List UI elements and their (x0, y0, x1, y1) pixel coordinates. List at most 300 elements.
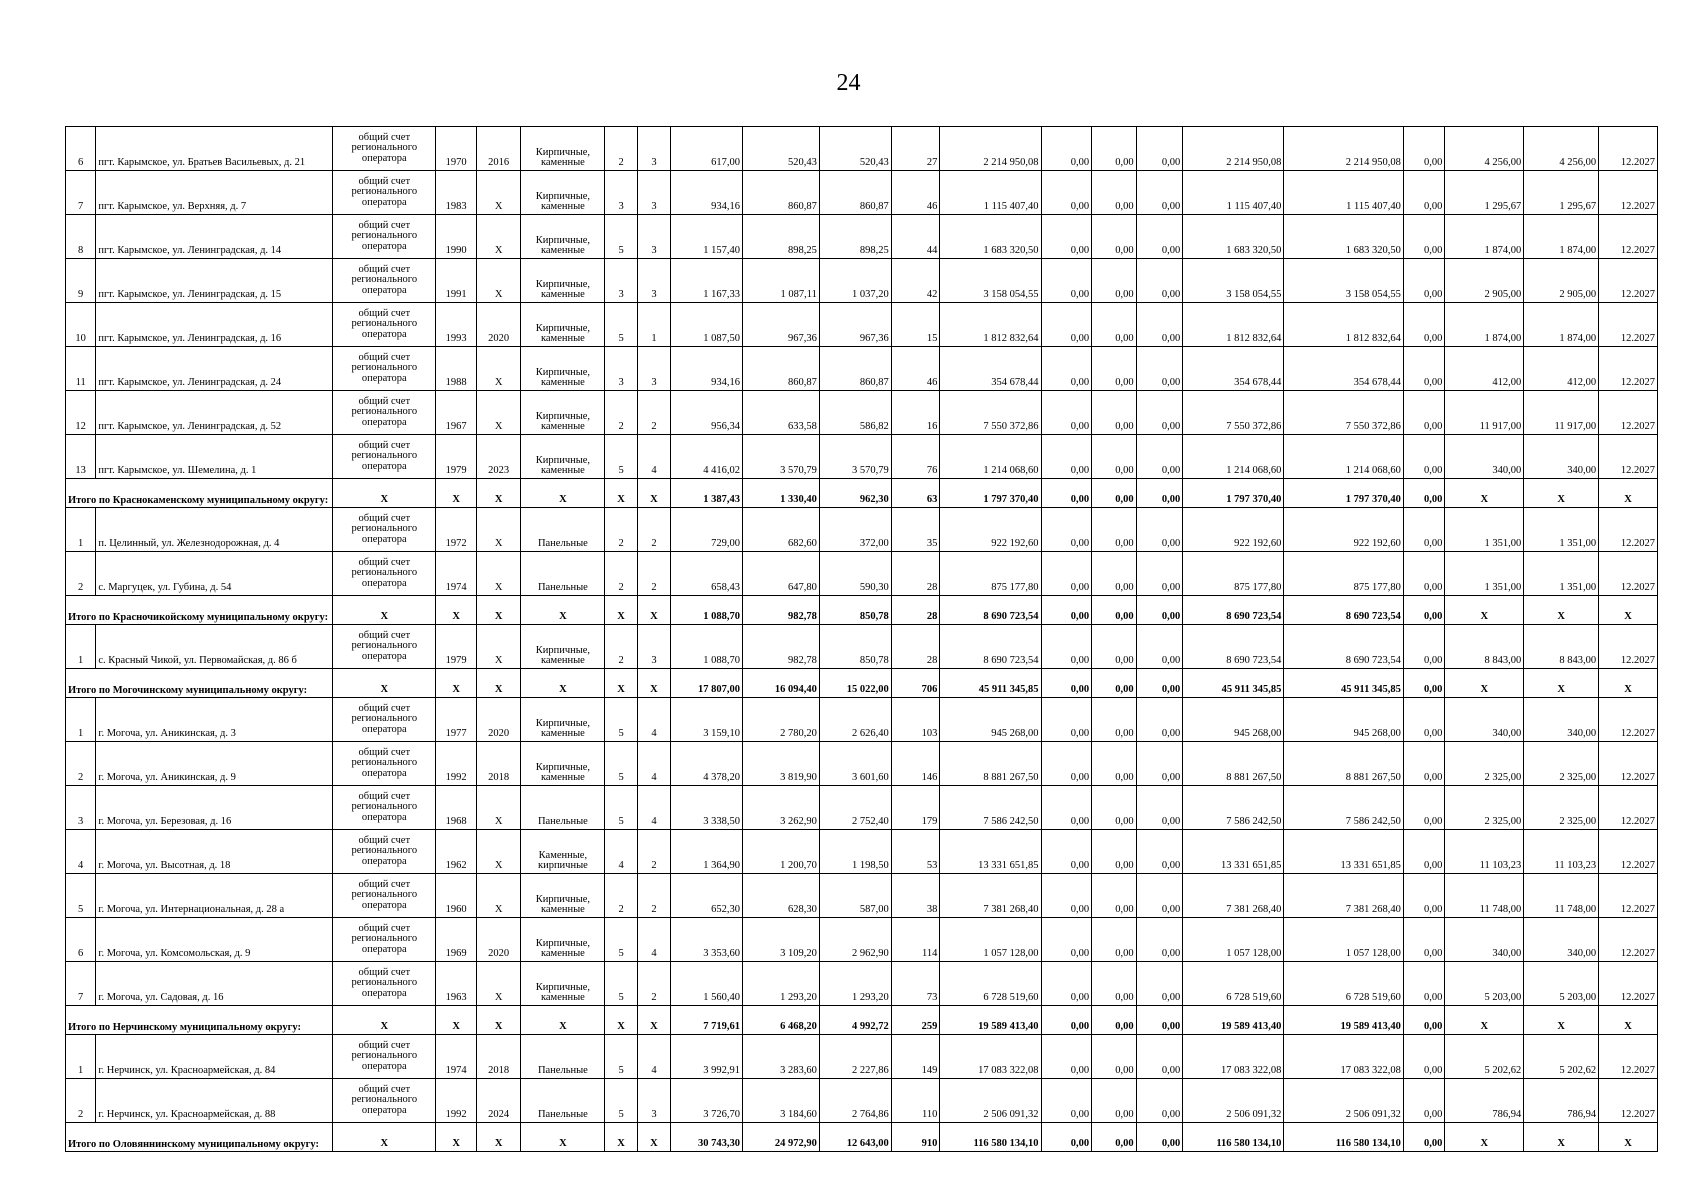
cost-total-cell: 8 881 267,50 (940, 742, 1041, 786)
residents-cell: 46 (891, 347, 940, 391)
unit-cost-cell: 8 843,00 (1445, 625, 1524, 669)
account-type-cell: общий счет регионального оператора (333, 259, 436, 303)
unit-cost-cell: 412,00 (1445, 347, 1524, 391)
account-type-cell: общий счет регионального оператора (333, 127, 436, 171)
address-cell: пгт. Карымское, ул. Ленинградская, д. 52 (96, 391, 333, 435)
deadline-cell: 12.2027 (1599, 962, 1658, 1006)
cost-total-cell: 1 214 068,60 (940, 435, 1041, 479)
area-a-cell: 3 283,60 (743, 1035, 820, 1079)
wall-material-cell: Х (521, 479, 605, 508)
account-type-cell: общий счет регионального оператора (333, 962, 436, 1006)
fund-4-cell: 13 331 651,85 (1183, 830, 1284, 874)
fund-6-cell: 0,00 (1403, 391, 1444, 435)
cost-total-cell: 7 586 242,50 (940, 786, 1041, 830)
account-type-cell: общий счет регионального оператора (333, 215, 436, 259)
fund-2-cell: 0,00 (1092, 1079, 1137, 1123)
fund-1-cell: 0,00 (1041, 215, 1092, 259)
address-cell: пгт. Карымское, ул. Ленинградская, д. 15 (96, 259, 333, 303)
fund-2-cell: 0,00 (1092, 918, 1137, 962)
fund-5-cell: 7 550 372,86 (1284, 391, 1403, 435)
cost-total-cell: 19 589 413,40 (940, 1006, 1041, 1035)
floors-cell: 2 (605, 127, 637, 171)
deadline-cell: 12.2027 (1599, 742, 1658, 786)
area-a-cell: 982,78 (743, 625, 820, 669)
cost-total-cell: 45 911 345,85 (940, 669, 1041, 698)
fund-6-cell: 0,00 (1403, 918, 1444, 962)
unit-cost-cell: Х (1445, 669, 1524, 698)
fund-2-cell: 0,00 (1092, 259, 1137, 303)
unit-cost-cell: 11 748,00 (1445, 874, 1524, 918)
table-row (66, 391, 1658, 435)
account-type-cell: общий счет регионального оператора (333, 625, 436, 669)
fund-2-cell: 0,00 (1092, 786, 1137, 830)
year-repair-cell: 2016 (476, 127, 521, 171)
fund-6-cell: 0,00 (1403, 552, 1444, 596)
wall-material-cell: Кирпичные, каменные (521, 698, 605, 742)
fund-2-cell: 0,00 (1092, 874, 1137, 918)
area-total-cell: 1 560,40 (671, 962, 743, 1006)
fund-5-cell: 2 506 091,32 (1284, 1079, 1403, 1123)
fund-3-cell: 0,00 (1136, 479, 1183, 508)
fund-2-cell: 0,00 (1092, 698, 1137, 742)
fund-5-cell: 1 057 128,00 (1284, 918, 1403, 962)
fund-3-cell: 0,00 (1136, 1006, 1183, 1035)
account-type-cell: общий счет регионального оператора (333, 508, 436, 552)
area-a-cell: 860,87 (743, 347, 820, 391)
subtotal-row (66, 1123, 1658, 1152)
area-b-cell: 898,25 (819, 215, 891, 259)
year-repair-cell: Х (476, 215, 521, 259)
fund-4-cell: 7 586 242,50 (1183, 786, 1284, 830)
fund-3-cell: 0,00 (1136, 1123, 1183, 1152)
unit-limit-cell: 340,00 (1524, 918, 1599, 962)
entrances-cell: 2 (637, 830, 670, 874)
entrances-cell: 4 (637, 918, 670, 962)
subtotal-row (66, 596, 1658, 625)
area-total-cell: 729,00 (671, 508, 743, 552)
fund-2-cell: 0,00 (1092, 347, 1137, 391)
area-a-cell: 3 262,90 (743, 786, 820, 830)
year-built-cell: 1963 (436, 962, 476, 1006)
deadline-cell: Х (1599, 669, 1658, 698)
floors-cell: 5 (605, 303, 637, 347)
area-b-cell: 586,82 (819, 391, 891, 435)
area-a-cell: 6 468,20 (743, 1006, 820, 1035)
account-type-cell: общий счет регионального оператора (333, 1035, 436, 1079)
residents-cell: 53 (891, 830, 940, 874)
table-row (66, 625, 1658, 669)
account-type-cell: общий счет регионального оператора (333, 742, 436, 786)
entrances-cell: 4 (637, 698, 670, 742)
area-a-cell: 647,80 (743, 552, 820, 596)
fund-5-cell: 19 589 413,40 (1284, 1006, 1403, 1035)
year-built-cell: 1977 (436, 698, 476, 742)
fund-4-cell: 922 192,60 (1183, 508, 1284, 552)
year-repair-cell: Х (476, 552, 521, 596)
row-number-cell: 7 (66, 171, 96, 215)
table-row (66, 874, 1658, 918)
area-b-cell: 850,78 (819, 596, 891, 625)
unit-limit-cell: 8 843,00 (1524, 625, 1599, 669)
floors-cell: 5 (605, 742, 637, 786)
wall-material-cell: Кирпичные, каменные (521, 874, 605, 918)
floors-cell: 4 (605, 830, 637, 874)
unit-limit-cell: 340,00 (1524, 698, 1599, 742)
entrances-cell: 1 (637, 303, 670, 347)
account-type-cell: Х (333, 596, 436, 625)
year-built-cell: 1974 (436, 552, 476, 596)
wall-material-cell: Кирпичные, каменные (521, 391, 605, 435)
table-body (66, 127, 1658, 1152)
cost-total-cell: 13 331 651,85 (940, 830, 1041, 874)
year-repair-cell: Х (476, 625, 521, 669)
fund-5-cell: 116 580 134,10 (1284, 1123, 1403, 1152)
year-repair-cell: Х (476, 1006, 521, 1035)
fund-3-cell: 0,00 (1136, 171, 1183, 215)
fund-1-cell: 0,00 (1041, 1123, 1092, 1152)
cost-total-cell: 7 550 372,86 (940, 391, 1041, 435)
area-b-cell: 2 626,40 (819, 698, 891, 742)
year-built-cell: 1968 (436, 786, 476, 830)
fund-3-cell: 0,00 (1136, 596, 1183, 625)
fund-3-cell: 0,00 (1136, 742, 1183, 786)
fund-3-cell: 0,00 (1136, 127, 1183, 171)
fund-3-cell: 0,00 (1136, 259, 1183, 303)
entrances-cell: 3 (637, 215, 670, 259)
area-a-cell: 16 094,40 (743, 669, 820, 698)
area-total-cell: 30 743,30 (671, 1123, 743, 1152)
unit-cost-cell: Х (1445, 479, 1524, 508)
area-a-cell: 982,78 (743, 596, 820, 625)
unit-limit-cell: Х (1524, 1123, 1599, 1152)
year-built-cell: 1970 (436, 127, 476, 171)
fund-1-cell: 0,00 (1041, 742, 1092, 786)
area-total-cell: 3 338,50 (671, 786, 743, 830)
fund-4-cell: 1 812 832,64 (1183, 303, 1284, 347)
fund-1-cell: 0,00 (1041, 830, 1092, 874)
fund-2-cell: 0,00 (1092, 742, 1137, 786)
floors-cell: 5 (605, 435, 637, 479)
deadline-cell: 12.2027 (1599, 1035, 1658, 1079)
entrances-cell: 3 (637, 1079, 670, 1123)
cost-total-cell: 1 812 832,64 (940, 303, 1041, 347)
cost-total-cell: 354 678,44 (940, 347, 1041, 391)
area-total-cell: 1 088,70 (671, 625, 743, 669)
fund-2-cell: 0,00 (1092, 1035, 1137, 1079)
table-row (66, 347, 1658, 391)
area-total-cell: 7 719,61 (671, 1006, 743, 1035)
account-type-cell: общий счет регионального оператора (333, 391, 436, 435)
floors-cell: 2 (605, 552, 637, 596)
area-b-cell: 860,87 (819, 171, 891, 215)
entrances-cell: 2 (637, 874, 670, 918)
area-total-cell: 934,16 (671, 347, 743, 391)
area-a-cell: 24 972,90 (743, 1123, 820, 1152)
fund-1-cell: 0,00 (1041, 259, 1092, 303)
fund-3-cell: 0,00 (1136, 918, 1183, 962)
area-b-cell: 2 962,90 (819, 918, 891, 962)
area-b-cell: 967,36 (819, 303, 891, 347)
fund-1-cell: 0,00 (1041, 347, 1092, 391)
fund-2-cell: 0,00 (1092, 303, 1137, 347)
address-cell: п. Целинный, ул. Железнодорожная, д. 4 (96, 508, 333, 552)
fund-2-cell: 0,00 (1092, 127, 1137, 171)
year-built-cell: 1991 (436, 259, 476, 303)
deadline-cell: 12.2027 (1599, 1079, 1658, 1123)
fund-6-cell: 0,00 (1403, 1123, 1444, 1152)
wall-material-cell: Х (521, 596, 605, 625)
fund-6-cell: 0,00 (1403, 786, 1444, 830)
wall-material-cell: Кирпичные, каменные (521, 215, 605, 259)
area-total-cell: 1 157,40 (671, 215, 743, 259)
entrances-cell: 4 (637, 786, 670, 830)
year-repair-cell: Х (476, 596, 521, 625)
account-type-cell: общий счет регионального оператора (333, 303, 436, 347)
fund-2-cell: 0,00 (1092, 830, 1137, 874)
row-number-cell: 11 (66, 347, 96, 391)
table-row (66, 698, 1658, 742)
cost-total-cell: 7 381 268,40 (940, 874, 1041, 918)
fund-6-cell: 0,00 (1403, 830, 1444, 874)
address-cell: г. Могоча, ул. Аникинская, д. 9 (96, 742, 333, 786)
area-total-cell: 1 167,33 (671, 259, 743, 303)
fund-5-cell: 8 690 723,54 (1284, 596, 1403, 625)
deadline-cell: Х (1599, 1123, 1658, 1152)
address-cell: с. Красный Чикой, ул. Первомайская, д. 86 б (96, 625, 333, 669)
area-a-cell: 628,30 (743, 874, 820, 918)
fund-5-cell: 1 812 832,64 (1284, 303, 1403, 347)
floors-cell: 5 (605, 215, 637, 259)
fund-6-cell: 0,00 (1403, 596, 1444, 625)
account-type-cell: общий счет регионального оператора (333, 698, 436, 742)
cost-total-cell: 1 115 407,40 (940, 171, 1041, 215)
unit-limit-cell: 1 295,67 (1524, 171, 1599, 215)
year-repair-cell: 2018 (476, 742, 521, 786)
area-b-cell: 587,00 (819, 874, 891, 918)
unit-limit-cell: 2 905,00 (1524, 259, 1599, 303)
cost-total-cell: 116 580 134,10 (940, 1123, 1041, 1152)
year-repair-cell: Х (476, 171, 521, 215)
unit-limit-cell: 2 325,00 (1524, 786, 1599, 830)
deadline-cell: 12.2027 (1599, 347, 1658, 391)
cost-total-cell: 2 506 091,32 (940, 1079, 1041, 1123)
deadline-cell: 12.2027 (1599, 786, 1658, 830)
area-b-cell: 850,78 (819, 625, 891, 669)
fund-6-cell: 0,00 (1403, 435, 1444, 479)
fund-5-cell: 8 881 267,50 (1284, 742, 1403, 786)
floors-cell: 2 (605, 874, 637, 918)
address-cell: г. Нерчинск, ул. Красноармейская, д. 88 (96, 1079, 333, 1123)
fund-1-cell: 0,00 (1041, 698, 1092, 742)
account-type-cell: общий счет регионального оператора (333, 347, 436, 391)
deadline-cell: 12.2027 (1599, 552, 1658, 596)
fund-2-cell: 0,00 (1092, 215, 1137, 259)
floors-cell: 2 (605, 625, 637, 669)
row-number-cell: 4 (66, 830, 96, 874)
residents-cell: 146 (891, 742, 940, 786)
fund-1-cell: 0,00 (1041, 171, 1092, 215)
row-number-cell: 2 (66, 742, 96, 786)
fund-1-cell: 0,00 (1041, 1079, 1092, 1123)
unit-cost-cell: 1 874,00 (1445, 303, 1524, 347)
area-b-cell: 860,87 (819, 347, 891, 391)
residents-cell: 63 (891, 479, 940, 508)
entrances-cell: 3 (637, 347, 670, 391)
fund-1-cell: 0,00 (1041, 596, 1092, 625)
residents-cell: 114 (891, 918, 940, 962)
unit-cost-cell: 340,00 (1445, 435, 1524, 479)
fund-4-cell: 1 797 370,40 (1183, 479, 1284, 508)
residents-cell: 38 (891, 874, 940, 918)
table-row (66, 508, 1658, 552)
year-built-cell: 1962 (436, 830, 476, 874)
fund-3-cell: 0,00 (1136, 215, 1183, 259)
cost-total-cell: 8 690 723,54 (940, 596, 1041, 625)
floors-cell: 5 (605, 918, 637, 962)
unit-limit-cell: 11 917,00 (1524, 391, 1599, 435)
floors-cell: 3 (605, 171, 637, 215)
fund-6-cell: 0,00 (1403, 1006, 1444, 1035)
table-row (66, 1079, 1658, 1123)
cost-total-cell: 875 177,80 (940, 552, 1041, 596)
area-a-cell: 1 200,70 (743, 830, 820, 874)
residents-cell: 44 (891, 215, 940, 259)
address-cell: г. Могоча, ул. Аникинская, д. 3 (96, 698, 333, 742)
account-type-cell: Х (333, 479, 436, 508)
unit-limit-cell: 412,00 (1524, 347, 1599, 391)
wall-material-cell: Х (521, 669, 605, 698)
address-cell: г. Нерчинск, ул. Красноармейская, д. 84 (96, 1035, 333, 1079)
row-number-cell: 2 (66, 552, 96, 596)
unit-cost-cell: 340,00 (1445, 918, 1524, 962)
deadline-cell: 12.2027 (1599, 391, 1658, 435)
year-built-cell: 1993 (436, 303, 476, 347)
row-number-cell: 2 (66, 1079, 96, 1123)
fund-6-cell: 0,00 (1403, 215, 1444, 259)
fund-4-cell: 354 678,44 (1183, 347, 1284, 391)
area-a-cell: 3 570,79 (743, 435, 820, 479)
unit-limit-cell: 11 748,00 (1524, 874, 1599, 918)
table-row (66, 786, 1658, 830)
fund-3-cell: 0,00 (1136, 830, 1183, 874)
row-number-cell: 1 (66, 698, 96, 742)
floors-cell: 5 (605, 1035, 637, 1079)
cost-total-cell: 8 690 723,54 (940, 625, 1041, 669)
floors-cell: 3 (605, 347, 637, 391)
row-number-cell: 1 (66, 625, 96, 669)
fund-6-cell: 0,00 (1403, 259, 1444, 303)
table-row (66, 127, 1658, 171)
year-built-cell: 1983 (436, 171, 476, 215)
residents-cell: 15 (891, 303, 940, 347)
unit-limit-cell: Х (1524, 596, 1599, 625)
row-number-cell: 3 (66, 786, 96, 830)
wall-material-cell: Панельные (521, 1035, 605, 1079)
year-built-cell: 1988 (436, 347, 476, 391)
residents-cell: 149 (891, 1035, 940, 1079)
cost-total-cell: 2 214 950,08 (940, 127, 1041, 171)
fund-3-cell: 0,00 (1136, 874, 1183, 918)
wall-material-cell: Кирпичные, каменные (521, 918, 605, 962)
year-repair-cell: 2023 (476, 435, 521, 479)
cost-total-cell: 17 083 322,08 (940, 1035, 1041, 1079)
wall-material-cell: Х (521, 1123, 605, 1152)
fund-1-cell: 0,00 (1041, 918, 1092, 962)
fund-2-cell: 0,00 (1092, 171, 1137, 215)
year-repair-cell: 2020 (476, 918, 521, 962)
unit-limit-cell: Х (1524, 1006, 1599, 1035)
fund-5-cell: 13 331 651,85 (1284, 830, 1403, 874)
fund-6-cell: 0,00 (1403, 625, 1444, 669)
area-total-cell: 4 416,02 (671, 435, 743, 479)
unit-limit-cell: 340,00 (1524, 435, 1599, 479)
address-cell: г. Могоча, ул. Интернациональная, д. 28 а (96, 874, 333, 918)
fund-4-cell: 8 690 723,54 (1183, 625, 1284, 669)
area-total-cell: 3 353,60 (671, 918, 743, 962)
cost-total-cell: 1 683 320,50 (940, 215, 1041, 259)
fund-3-cell: 0,00 (1136, 391, 1183, 435)
residents-cell: 910 (891, 1123, 940, 1152)
row-number-cell: 13 (66, 435, 96, 479)
unit-cost-cell: 1 351,00 (1445, 508, 1524, 552)
row-number-cell: 5 (66, 874, 96, 918)
year-repair-cell: 2024 (476, 1079, 521, 1123)
fund-4-cell: 875 177,80 (1183, 552, 1284, 596)
table-row (66, 830, 1658, 874)
fund-1-cell: 0,00 (1041, 874, 1092, 918)
year-built-cell: Х (436, 1006, 476, 1035)
table-row (66, 171, 1658, 215)
fund-3-cell: 0,00 (1136, 347, 1183, 391)
row-number-cell: 6 (66, 127, 96, 171)
cost-total-cell: 6 728 519,60 (940, 962, 1041, 1006)
floors-cell: Х (605, 1006, 637, 1035)
area-total-cell: 17 807,00 (671, 669, 743, 698)
fund-4-cell: 116 580 134,10 (1183, 1123, 1284, 1152)
fund-6-cell: 0,00 (1403, 127, 1444, 171)
deadline-cell: 12.2027 (1599, 303, 1658, 347)
fund-4-cell: 1 057 128,00 (1183, 918, 1284, 962)
floors-cell: 2 (605, 508, 637, 552)
subtotal-row (66, 669, 1658, 698)
area-b-cell: 372,00 (819, 508, 891, 552)
fund-1-cell: 0,00 (1041, 391, 1092, 435)
entrances-cell: 4 (637, 742, 670, 786)
year-repair-cell: Х (476, 391, 521, 435)
year-built-cell: 1969 (436, 918, 476, 962)
year-built-cell: 1960 (436, 874, 476, 918)
residents-cell: 706 (891, 669, 940, 698)
deadline-cell: 12.2027 (1599, 830, 1658, 874)
deadline-cell: 12.2027 (1599, 918, 1658, 962)
unit-limit-cell: 1 874,00 (1524, 303, 1599, 347)
row-number-cell: 8 (66, 215, 96, 259)
unit-cost-cell: 5 203,00 (1445, 962, 1524, 1006)
area-a-cell: 898,25 (743, 215, 820, 259)
unit-limit-cell: 2 325,00 (1524, 742, 1599, 786)
subtotal-label-cell: Итого по Краснокаменскому муниципальному округу: (66, 479, 333, 508)
unit-limit-cell: 11 103,23 (1524, 830, 1599, 874)
fund-3-cell: 0,00 (1136, 1035, 1183, 1079)
area-b-cell: 12 643,00 (819, 1123, 891, 1152)
year-built-cell: Х (436, 596, 476, 625)
residents-cell: 35 (891, 508, 940, 552)
subtotal-label-cell: Итого по Красночикойскому муниципальному округу: (66, 596, 333, 625)
wall-material-cell: Панельные (521, 508, 605, 552)
address-cell: пгт. Карымское, ул. Верхняя, д. 7 (96, 171, 333, 215)
fund-6-cell: 0,00 (1403, 962, 1444, 1006)
year-repair-cell: 2018 (476, 1035, 521, 1079)
